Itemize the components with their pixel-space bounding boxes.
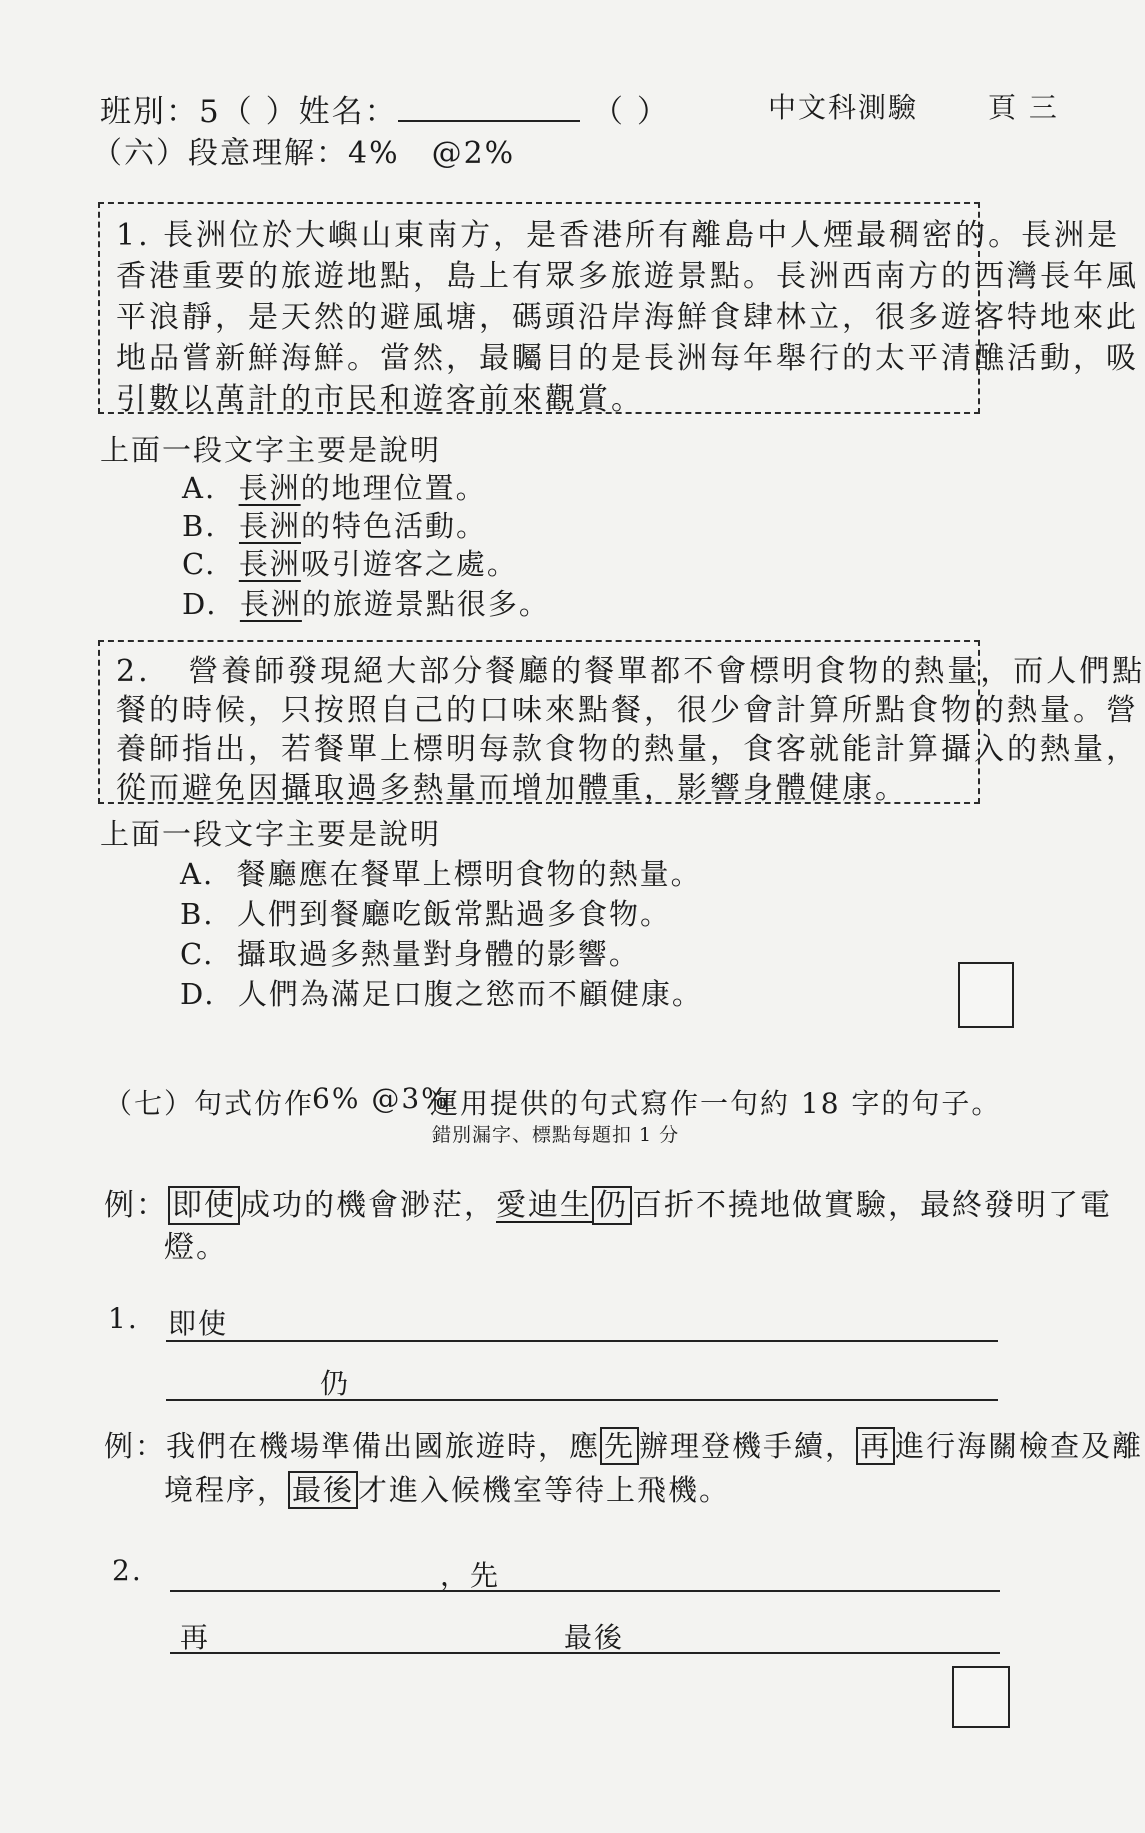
- passage2-line-2: 餐的時候，只按照自己的口味來點餐，很少會計算所點食物的熱量。營: [116, 693, 1139, 728]
- item1-number: 1.: [108, 1302, 139, 1335]
- passage2-line-1: 2. 營養師發現絕大部分餐廳的餐單都不會標明食物的熱量，而人們點: [116, 654, 1145, 689]
- keyword-zai: 再: [856, 1427, 895, 1465]
- item2-word-zuihou: 最後: [564, 1621, 625, 1654]
- passage1-line-2: 香港重要的旅遊地點，島上有眾多旅遊景點。長洲西南方的西灣長年風: [116, 259, 1139, 294]
- section7-answer-box[interactable]: [952, 1666, 1010, 1728]
- keyword-reng: 仍: [592, 1186, 632, 1225]
- example2-line-1: 例：我們在機場準備出國旅遊時，應 先 辦理登機手續， 再 進行海關檢查及離: [104, 1429, 1144, 1463]
- passage1-line-1: 1. 長洲位於大嶼山東南方，是香港所有離島中人煙最稠密的。長洲是: [116, 218, 1121, 253]
- item1-answer-line-2[interactable]: [166, 1399, 998, 1401]
- keyword-zuihou: 最後: [288, 1471, 358, 1509]
- passage2-line-3: 養師指出，若餐單上標明每款食物的熱量，食客就能計算攝入的熱量，: [116, 732, 1139, 767]
- item2-word-zai: 再: [180, 1621, 211, 1654]
- q1-option-a[interactable]: A. 長洲的地理位置。: [182, 471, 487, 505]
- example1-line-2: 燈。: [164, 1230, 228, 1265]
- q2-option-c[interactable]: C. 攝取過多熱量對身體的影響。: [180, 937, 640, 971]
- q2-prompt: 上面一段文字主要是說明: [100, 817, 442, 851]
- item2-answer-line-1[interactable]: [170, 1590, 1000, 1592]
- item1-word-reng: 仍: [320, 1367, 351, 1400]
- q1-option-c[interactable]: C. 長洲吸引遊客之處。: [182, 547, 518, 581]
- q2-option-b[interactable]: B. 人們到餐廳吃飯常點過多食物。: [180, 897, 671, 931]
- q2-option-d[interactable]: D. 人們為滿足口腹之慾而不顧健康。: [180, 977, 703, 1011]
- section7-title: （七）句式仿作: [104, 1087, 315, 1120]
- passage1-line-3: 平浪靜，是天然的避風塘，碼頭沿岸海鮮食肆林立，很多遊客特地來此: [116, 300, 1139, 335]
- item2-word-xian: ，先: [440, 1559, 501, 1592]
- class-name-label: 班別：5（ ）姓名：: [100, 94, 398, 130]
- section6-title: （六）段意理解：4% @2%: [92, 136, 516, 171]
- q2-option-a[interactable]: A. 餐廳應在餐單上標明食物的熱量。: [180, 857, 702, 891]
- q1-option-d[interactable]: D. 長洲的旅遊景點很多。: [182, 587, 550, 621]
- item2-answer-line-2[interactable]: [170, 1652, 1000, 1654]
- passage1-line-5: 引數以萬計的市民和遊客前來觀賞。: [116, 382, 644, 417]
- passage2-box: [98, 640, 1145, 806]
- passage1-box: [98, 202, 1139, 417]
- item1-word-jishi: 即使: [168, 1307, 229, 1340]
- passage1-line-4: 地品嘗新鮮海鮮。當然，最矚目的是長洲每年舉行的太平清醮活動，吸: [116, 341, 1139, 376]
- section7-instruction: 運用提供的句式寫作一句約 18 字的句子。: [430, 1087, 1002, 1120]
- item1-answer-line-1[interactable]: [166, 1340, 998, 1342]
- q1-option-b[interactable]: B. 長洲的特色活動。: [182, 509, 487, 543]
- section7-marks: 6% @3%: [312, 1082, 450, 1115]
- q1-prompt: 上面一段文字主要是說明: [100, 433, 442, 467]
- subject-title: 中文科測驗: [768, 91, 919, 124]
- passage2-line-4: 從而避免因攝取過多熱量而增加體重，影響身體健康。: [116, 771, 908, 806]
- keyword-jishi: 即使: [168, 1186, 240, 1225]
- section7-deduction-note: 錯別漏字、標點每題扣 1 分: [432, 1124, 680, 1146]
- item2-number: 2.: [112, 1554, 143, 1587]
- section6-answer-box[interactable]: [958, 962, 1014, 1028]
- name-blank[interactable]: [398, 120, 580, 122]
- keyword-xian: 先: [600, 1427, 639, 1465]
- example1-line-1: 例： 即使 成功的機會渺茫，愛迪生 仍 百折不撓地做實驗，最終發明了電: [104, 1188, 1112, 1223]
- student-number-bracket[interactable]: （ ）: [592, 94, 670, 130]
- page-number: 頁 三: [988, 91, 1059, 124]
- example2-line-2: 境程序， 最後 才進入候機室等待上飛機。: [164, 1473, 731, 1507]
